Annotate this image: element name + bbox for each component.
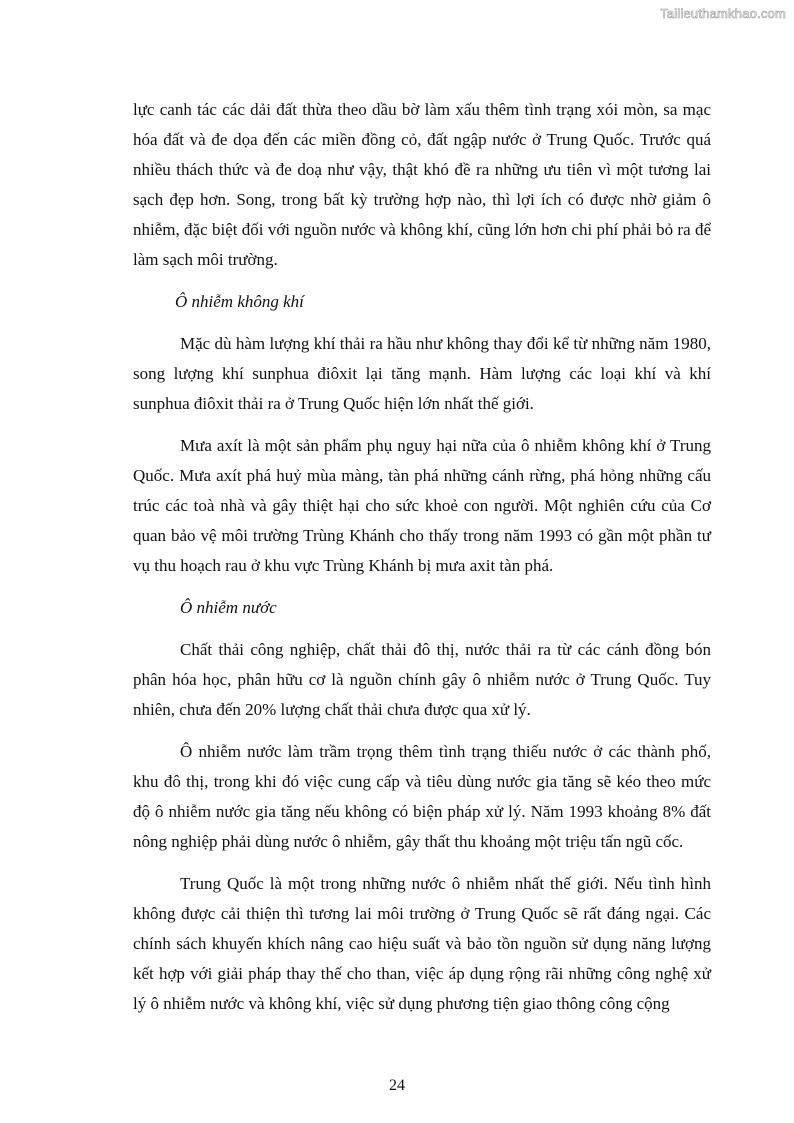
watermark-text: Tailieuthamkhao.com [660, 6, 786, 21]
paragraph-continuation: lực canh tác các dải đất thừa theo dầu bờ làm xấu thêm tình trạng xói mòn, sa mạc hóa đất và đe dọa đến các miền đồng cỏ, đất ngập nước ở Trung Quốc. Trước quá nhiều thách thức và đe doạ như vậy, thật khó đề ra những ưu tiên vì một tương lai sạch đẹp hơn. Song, trong bất kỳ trường hợp nào, thì lợi ích có được nhờ giảm ô nhiễm, đặc biệt đối với nguồn nước và không khí, cũng lớn hơn chi phí phải bỏ ra để làm sạch môi trường. [133, 100, 711, 269]
paragraph-air-emissions: Mặc dù hàm lượng khí thải ra hầu như không thay đổi kể từ những năm 1980, song lượng khí sunphua điôxit lại tăng mạnh. Hàm lượng các loại khí và khí sunphua điôxit thải ra ở Trung Quốc hiện lớn nhất thế giới. [133, 334, 711, 413]
paragraph-water-shortage: Ô nhiễm nước làm trầm trọng thêm tình trạng thiếu nước ở các thành phố, khu đô thị, trong khi đó việc cung cấp và tiêu dùng nước gia tăng sẽ kéo theo mức độ ô nhiễm nước gia tăng nếu không có biện pháp xử lý. Năm 1993 khoảng 8% đất nông nghiệp phải dùng nước ô nhiễm, gây thất thu khoảng một triệu tấn ngũ cốc. [133, 742, 711, 851]
section-heading-water-pollution: Ô nhiễm nước [180, 598, 277, 617]
page-number: 24 [389, 1077, 405, 1094]
page-body [133, 95, 711, 1031]
paragraph-water-sources: Chất thải công nghiệp, chất thải đô thị, nước thải ra từ các cánh đồng bón phân hóa học, phân hữu cơ là nguồn chính gây ô nhiễm nước ở Trung Quốc. Tuy nhiên, chưa đến 20% lượng chất thải chưa được qua xử lý. [133, 640, 711, 719]
paragraph-outlook: Trung Quốc là một trong những nước ô nhiễm nhất thế giới. Nếu tình hình không được cải thiện thì tương lai môi trường ở Trung Quốc sẽ rất đáng ngại. Các chính sách khuyến khích nâng cao hiệu suất và bảo tồn nguồn sử dụng năng lượng kết hợp với giải pháp thay thế cho than, việc áp dụng rộng rãi những công nghệ xử lý ô nhiễm nước và không khí, việc sử dụng phương tiện giao thông công cộng [133, 874, 711, 1013]
section-heading-air-pollution: Ô nhiễm không khí [175, 292, 304, 311]
paragraph-acid-rain: Mưa axít là một sản phẩm phụ nguy hại nữa của ô nhiễm không khí ở Trung Quốc. Mưa axít phá huỷ mùa màng, tàn phá những cánh rừng, phá hỏng những cấu trúc các toà nhà và gây thiệt hại cho sức khoẻ con người. Một nghiên cứu của Cơ quan bảo vệ môi trường Trùng Khánh cho thấy trong năm 1993 có gần một phần tư vụ thu hoạch rau ở khu vực Trùng Khánh bị mưa axit tàn phá. [133, 436, 711, 575]
